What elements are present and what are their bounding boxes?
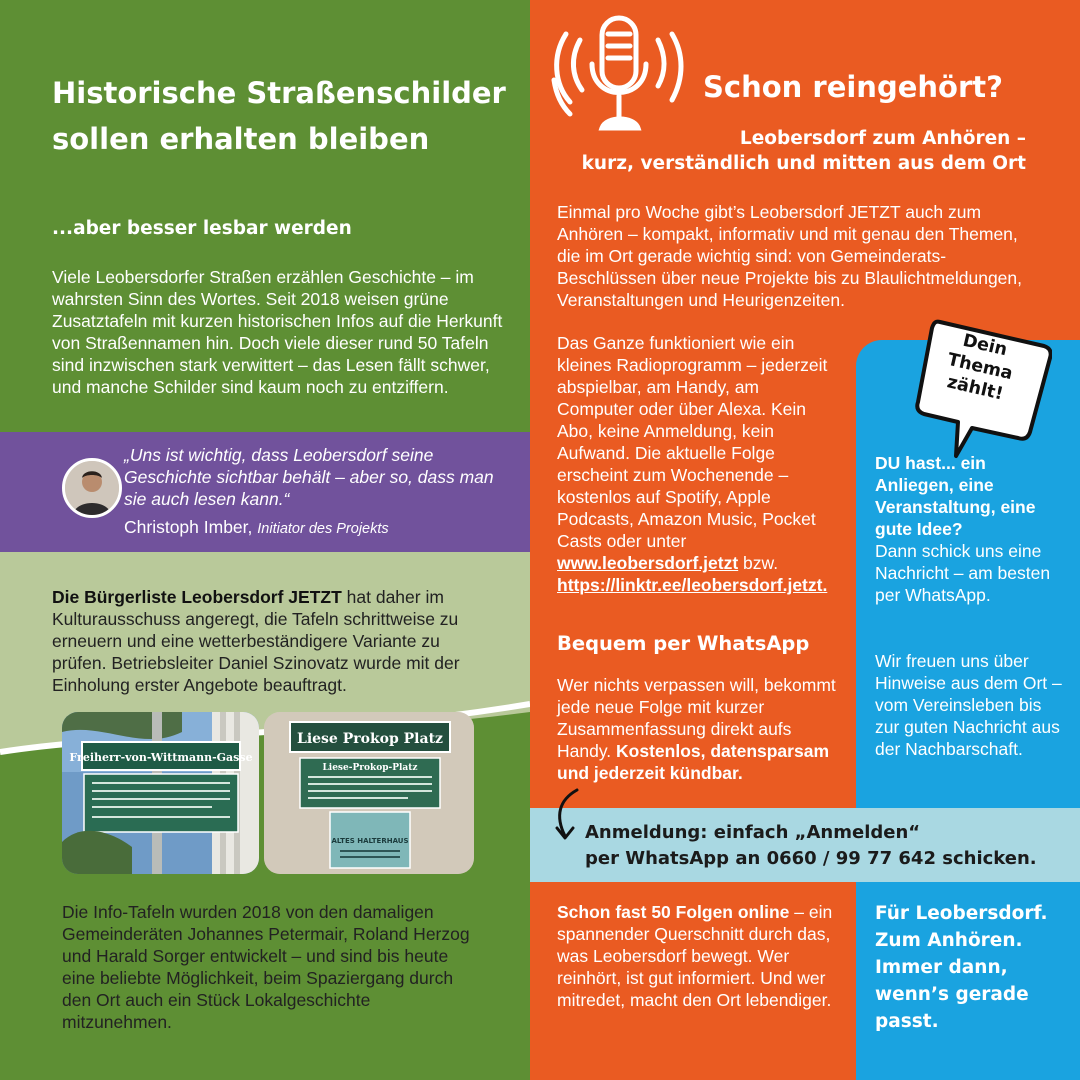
photo1-sign-text: Freiherr-von-Wittmann-Gasse <box>69 751 253 764</box>
registration-line1: Anmeldung: einfach „Anmelden“ <box>585 822 921 843</box>
article-intro: Viele Leobersdorfer Straßen erzählen Geschichte – im wahrsten Sinn des Wortes. Seit 2018 weisen grüne Zusatztafeln mit kurzen historischen Infos auf die Herkunft von Straßennamen hin. Doch viele dieser rund 50 Tafeln sind inzwischen stark verwittert – das Lesen fällt schwer, und manche Schilder sind kaum noch zu entziffern. <box>52 267 503 397</box>
microphone-icon <box>546 10 698 140</box>
registration-line2: per WhatsApp an 0660 / 99 77 642 schicken. <box>585 848 1037 869</box>
episodes-paragraph <box>557 901 837 1011</box>
slogan: Für Leobersdorf. Zum Anhören. Immer dann, wenn’s gerade passt. <box>875 903 1048 1032</box>
author-avatar <box>62 458 122 518</box>
article-subtitle: ...aber besser lesbar werden <box>52 218 352 239</box>
whatsapp-text: Wer nichts verpassen will, bekommt jede neue Folge mit kurzer Zusammenfassung direkt aufs Handy. <box>557 675 836 761</box>
buergerliste-paragraph <box>52 586 492 696</box>
history-paragraph: Die Info-Tafeln wurden 2018 von den damaligen Gemeinderäten Johannes Petermair, Roland Herzog und Harald Sorger entwickelt – und sind bis heute eine beliebte Möglichkeit, beim Spaziergang durch den Ort auch ein Stück Lokalgeschichte mitzunehmen. <box>62 902 470 1032</box>
website-link[interactable]: www.leobersdorf.jetzt <box>557 553 739 573</box>
hinweise-paragraph: Wir freuen uns über Hinweise aus dem Ort – vom Vereinsleben bis zur guten Nachricht aus der Nachbarschaft. <box>875 651 1062 759</box>
whatsapp-heading: Bequem per WhatsApp <box>557 632 810 655</box>
photo2-sign-bottom: ALTES HALTERHAUS <box>331 837 409 845</box>
street-sign-photo-graphic <box>264 712 474 874</box>
quote-text: „Uns ist wichtig, dass Leobersdorf seine Geschichte sichtbar behält – aber so, dass man sie auch lesen kann.“ <box>124 445 494 509</box>
episodes-bold: Schon fast 50 Folgen online <box>557 902 790 922</box>
podcast-body <box>557 332 837 596</box>
whatsapp-bold: Kostenlos, datensparsam und jederzeit kündbar. <box>557 741 829 783</box>
podcast-body-text: Das Ganze funktioniert wie ein kleines Radioprogramm – jederzeit abspielbar, am Handy, am Computer oder über Alexa. Kein Abo, keine Anmeldung, kein Aufwand. Die aktuelle Folge erscheint zum Wochenende – kostenlos auf Spotify, Apple Podcasts, Amazon Music, Pocket Casts oder unter <box>557 333 828 551</box>
curved-arrow-icon <box>549 786 589 846</box>
du-hast-paragraph <box>875 452 1065 606</box>
street-sign-photo-prokop <box>264 712 474 874</box>
article-title: Historische Straßenschilder sollen erhalten bleiben <box>52 76 506 156</box>
street-sign-photo-graphic <box>62 712 259 874</box>
podcast-title: Schon reingehört? <box>703 70 1003 104</box>
buergerliste-bold: Die Bürgerliste Leobersdorf JETZT <box>52 587 342 607</box>
quote-author-name: Christoph Imber, <box>124 517 253 537</box>
du-hast-text: Dann schick uns eine Nachricht – am besten per WhatsApp. <box>875 541 1051 605</box>
badge-text: Dein Thema zählt! <box>945 330 1015 405</box>
person-icon <box>65 461 119 515</box>
podcast-subtitle <box>556 126 1026 176</box>
photo2-sign-mid: Liese-Prokop-Platz <box>322 763 418 773</box>
quote-attribution <box>124 517 389 538</box>
link-joiner: bzw. <box>738 553 779 573</box>
podcast-subtitle-line2: kurz, verständlich und mitten aus dem Ort <box>581 153 1026 174</box>
buergerliste-text: hat daher im Kulturausschuss angeregt, die Tafeln schrittweise zu erneuern und eine wetterbeständigere Variante zu prüfen. Betriebsleiter Daniel Szinovatz wurde mit der Einholung erster Angebote beauftragt. <box>52 587 460 695</box>
registration-instructions <box>585 820 1037 872</box>
du-hast-bold: DU hast... ein Anliegen, eine Veranstaltung, eine gute Idee? <box>875 453 1036 539</box>
podcast-intro: Einmal pro Woche gibt’s Leobersdorf JETZT auch zum Anhören – kompakt, informativ und mit genau den Themen, die im Ort gerade wichtig sind: von Gemeinderats-Beschlüssen über neue Projekte bis zu Blaulichtmeldungen, Veranstaltungen und Heurigenzeiten. <box>557 202 1023 310</box>
photo2-sign-top: Liese Prokop Platz <box>296 731 444 747</box>
quote-author-role: Initiator des Projekts <box>257 521 389 537</box>
linktree-link[interactable]: https://linktr.ee/leobersdorf.jetzt. <box>557 575 828 595</box>
whatsapp-paragraph <box>557 674 847 784</box>
podcast-subtitle-line1: Leobersdorf zum Anhören – <box>739 128 1026 149</box>
street-sign-photo-wittmann <box>62 712 259 874</box>
episodes-text: – ein spannender Querschnitt durch das, was Leobersdorf bewegt. Wer reinhört, ist gut informiert. Und wer mitredet, macht den Ort lebendiger. <box>557 902 833 1010</box>
